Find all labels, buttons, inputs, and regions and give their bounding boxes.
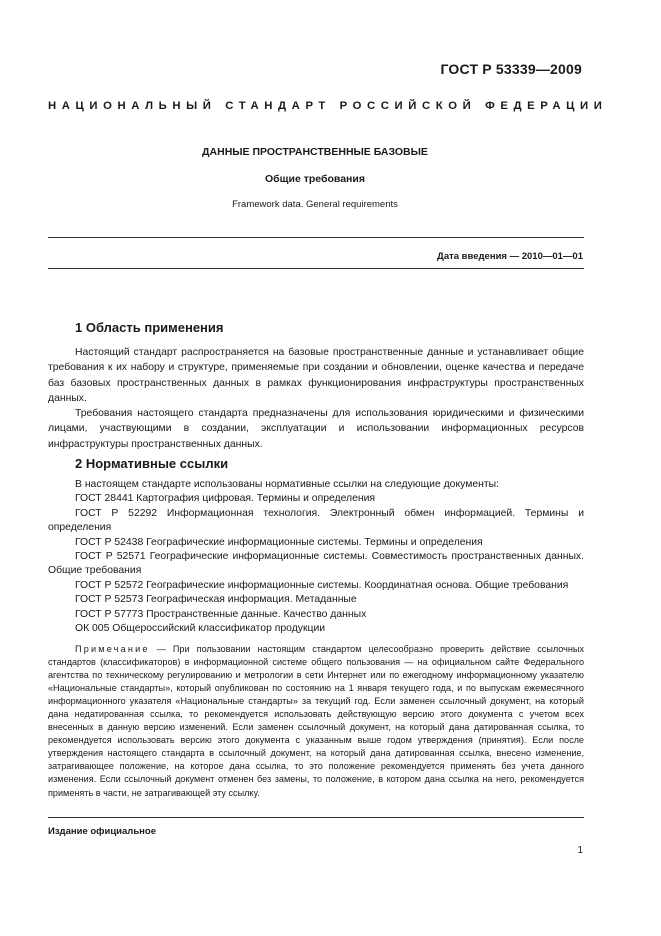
reference-item: ГОСТ Р 52572 Географические информационные системы. Координатная основа. Общие требования bbox=[75, 579, 569, 591]
divider-footer bbox=[48, 817, 584, 818]
note-text: — При пользовании настоящим стандартом целесообразно проверить действие ссылочных стандартов (классификаторов) в информационной системе общего пользования — на официальном сайте Федерального агентства по техническому регулированию и метрологии в сети Интернет или по ежегодному информационному указателю «Национальные стандарты», который опубликован по состоянию на 1 января текущего года, и по выпускам ежемесячного информационного указателя «Национальные стандарты» за текущий год. Если заменен ссылочный документ, на который дана недатированная ссылка, то рекомендуется использовать действующую версию этого документа с учетом всех внесенных в данную версию изменений. Если заменен ссылочный документ, на который дана датированная ссылка, то рекомендуется использовать версию этого документа с указанным выше годом утверждения (принятия). Если после утверждения настоящего стандарта в ссылочный документ, на который дана датированная ссылка, внесено изменение, затрагивающее положение, на которое дана ссылка, то это положение рекомендуется применять без учета данного изменения. Если ссылочный документ отменен без замены, то положение, в котором дана ссылка на него, рекомендуется применять в части, не затрагивающей эту ссылку. bbox=[48, 644, 584, 798]
divider-date bbox=[48, 268, 584, 269]
section-1-heading: 1 Область применения bbox=[75, 320, 224, 335]
references-note bbox=[48, 643, 584, 800]
section-2-heading: 2 Нормативные ссылки bbox=[75, 456, 229, 471]
introduction-date: Дата введения — 2010—01—01 bbox=[437, 251, 583, 262]
reference-item: ГОСТ Р 52573 Географическая информация. Метаданные bbox=[75, 594, 357, 606]
reference-item: ГОСТ Р 52438 Географические информационные системы. Термины и определения bbox=[75, 536, 483, 548]
reference-item: ОК 005 Общероссийский классификатор продукции bbox=[75, 623, 326, 635]
official-edition-label: Издание официальное bbox=[48, 826, 156, 837]
note-label: Примечание bbox=[75, 644, 150, 654]
reference-item: ГОСТ Р 57773 Пространственные данные. Качество данных bbox=[75, 608, 367, 620]
national-standard-banner: НАЦИОНАЛЬНЫЙ СТАНДАРТ РОССИЙСКОЙ ФЕДЕРАЦИИ bbox=[48, 100, 608, 112]
divider-top bbox=[48, 237, 584, 238]
section-1-paragraph: Настоящий стандарт распространяется на базовые пространственные данные и устанавливает общие требования к их набору и структуре, применяемые при создании и обновлении, оценке качества и передаче баз базовых пространственных данных в рамках функционирования инфраструктуры пространственных данных. bbox=[48, 347, 584, 404]
english-title: Framework data. General requirements bbox=[232, 199, 398, 210]
section-1-body bbox=[48, 345, 584, 452]
section-1-paragraph: Требования настоящего стандарта предназначены для использования юридическими и физическими лицами, участвующими в создании, эксплуатации и использовании информационных ресурсов инфраструктуры пространственных данных. bbox=[48, 408, 584, 450]
document-subtitle: Общие требования bbox=[265, 173, 365, 185]
page-number: 1 bbox=[577, 845, 583, 856]
references-intro: В настоящем стандарте использованы нормативные ссылки на следующие документы: bbox=[75, 479, 499, 490]
document-title: ДАННЫЕ ПРОСТРАНСТВЕННЫЕ БАЗОВЫЕ bbox=[202, 146, 428, 158]
reference-item: ГОСТ Р 52571 Географические информационные системы. Совместимость пространственных данных. Общие требования bbox=[48, 551, 584, 577]
reference-item: ГОСТ Р 52292 Информационная технология. Электронный обмен информацией. Термины и определения bbox=[48, 507, 584, 534]
normative-references bbox=[48, 478, 584, 636]
standard-code: ГОСТ Р 53339—2009 bbox=[440, 61, 582, 77]
reference-item: ГОСТ 28441 Картография цифровая. Термины и определения bbox=[75, 493, 376, 505]
